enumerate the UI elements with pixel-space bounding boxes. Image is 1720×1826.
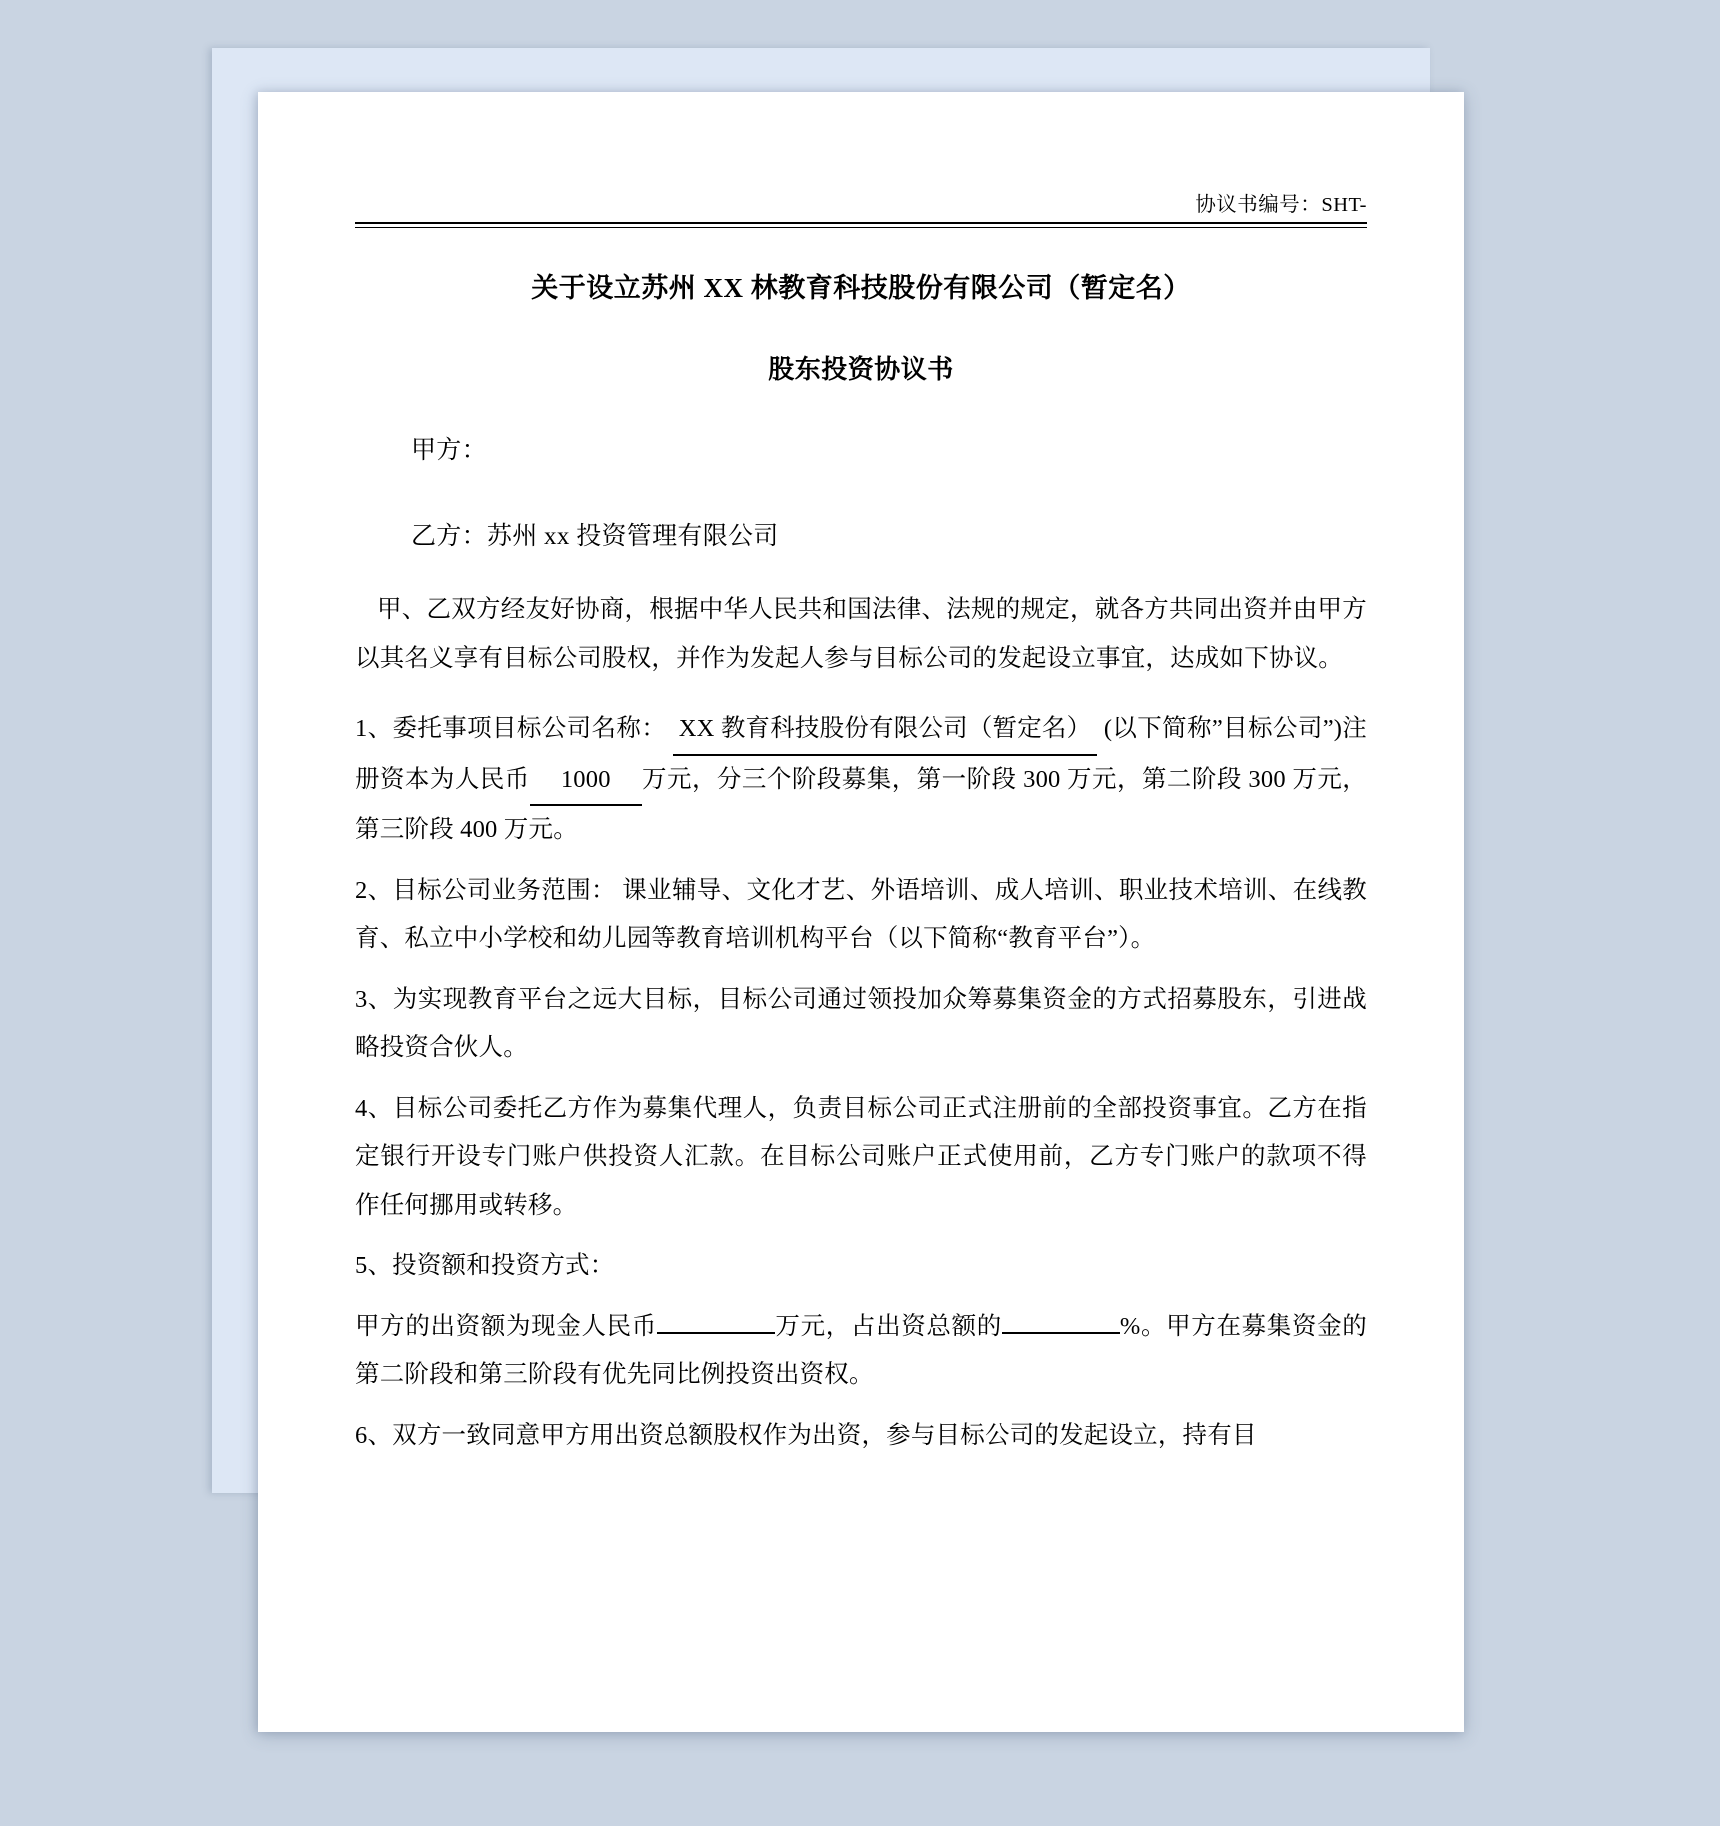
clause-5-part2: 万元，占出资总额的 [774,1312,1002,1340]
party-a-line: 甲方： [411,437,487,464]
clause-5-part1: 甲方的出资额为现金人民币 [355,1312,657,1340]
clause-1-part2: (以下简称”目标公司”)注册资本为人民币 [355,715,1368,793]
clause-4 [355,1085,1367,1231]
document-page [258,92,1464,1732]
clause-5-number: 5、 [355,1252,393,1279]
clause-2-text: 目标公司业务范围： 课业辅导、文化才艺、外语培训、成人培训、职业技术培训、在线教育、私立中小学校和幼儿园等教育培训机构平台（以下简称“教育平台”）。 [355,876,1367,952]
clause-1-part1: 委托事项目标公司名称： [392,715,667,742]
contribution-amount-blank[interactable] [657,1332,775,1334]
clause-5-text: 投资额和投资方式： [392,1252,615,1279]
document-subtitle: 股东投资协议书 [768,355,954,384]
clause-4-text: 目标公司委托乙方作为募集代理人，负责目标公司正式注册前的全部投资事宜。乙方在指定银行开设专门账户供投资人汇款。在目标公司账户正式使用前，乙方专门账户的款项不得作任何挪用或转移。 [355,1094,1367,1219]
target-company-name-blank[interactable]: XX 教育科技股份有限公司（暂定名） [673,705,1098,756]
header-number: SHT- [1321,194,1367,216]
clause-5 [355,1242,1367,1291]
document-header [355,187,1367,222]
document-content [355,187,1367,1460]
clause-4-number: 4、 [355,1094,393,1122]
clause-5-part3: %。甲方在募集资金的第二阶段和第三阶段有优先同比例投资出资权。 [355,1312,1367,1388]
header-rule-thick [355,222,1367,224]
clause-6-number: 6、 [355,1421,393,1449]
document-title: 关于设立苏州 XX 林教育科技股份有限公司（暂定名） [531,273,1191,303]
header-rule-thin [355,227,1367,228]
clause-6-text: 双方一致同意甲方用出资总额股权作为出资，参与目标公司的发起设立，持有目 [392,1421,1257,1449]
contribution-percentage-blank[interactable] [1002,1332,1120,1334]
registered-capital-blank[interactable]: 1000 [530,756,642,807]
preamble-paragraph: 甲、乙双方经友好协商，根据中华人民共和国法律、法规的规定，就各方共同出资并由甲方以其名义享有目标公司股权，并作为发起人参与目标公司的发起设立事宜，达成如下协议。 [355,596,1367,672]
clause-3-text: 为实现教育平台之远大目标，目标公司通过领投加众筹募集资金的方式招募股东，引进战略投资合伙人。 [355,985,1367,1061]
clause-2-number: 2、 [355,876,393,904]
clause-1 [355,705,1367,855]
clause-3 [355,976,1367,1073]
clause-5-detail [355,1303,1367,1400]
party-b-line: 乙方：苏州 xx 投资管理有限公司 [411,523,779,550]
clause-3-number: 3、 [355,985,393,1013]
clause-2 [355,867,1367,964]
clause-1-number: 1、 [355,715,393,742]
header-label: 协议书编号： [1195,194,1322,216]
clause-1-part3: 万元，分三个阶段募集，第一阶段 300 万元，第二阶段 300 万元，第三阶段 400 万元。 [355,765,1367,843]
clause-6 [355,1412,1367,1461]
